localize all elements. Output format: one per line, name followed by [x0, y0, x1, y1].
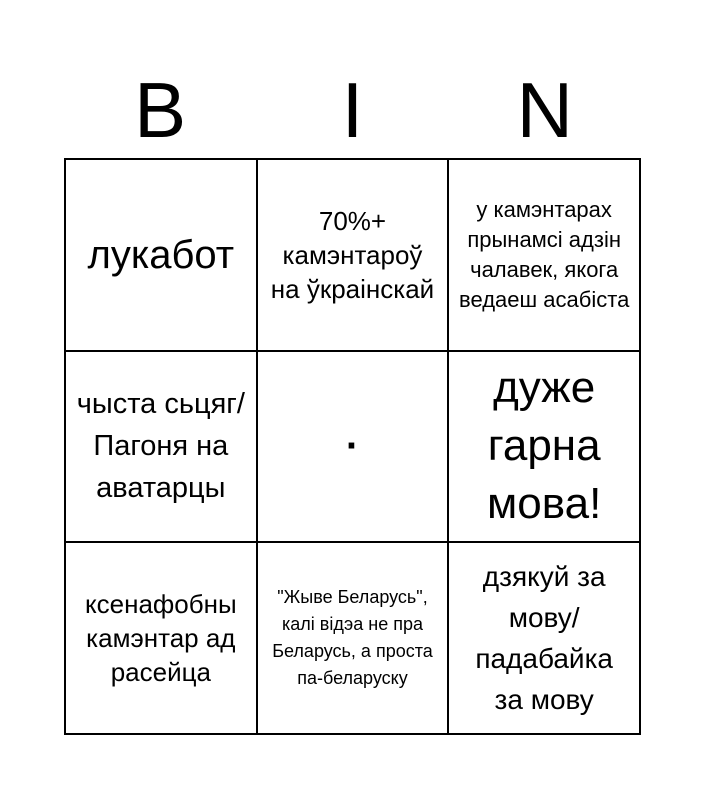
- bingo-board: [64, 158, 641, 735]
- bingo-cell-text: у камэнтарах прынамсі адзін чалавек, якога ведаеш асабіста: [459, 196, 630, 312]
- bingo-cell-text: "Жыве Беларусь", калі відэа не пра Беларусь, а проста па-беларуску: [272, 587, 433, 689]
- bingo-cell-text: ·: [345, 424, 360, 469]
- header-letter-i: I: [341, 66, 364, 154]
- bingo-cell-text: дзякуй за мову/ падабайка за мову: [475, 561, 614, 716]
- bingo-cell-9[interactable]: [449, 543, 641, 735]
- bingo-cell-4[interactable]: [66, 352, 258, 544]
- bingo-cell-2[interactable]: [258, 160, 450, 352]
- bingo-cell-8[interactable]: [258, 543, 450, 735]
- bingo-header: [64, 60, 641, 160]
- bingo-cell-7[interactable]: [66, 543, 258, 735]
- bingo-cell-text: дуже гарна мова!: [487, 363, 602, 529]
- bingo-cell-3[interactable]: [449, 160, 641, 352]
- bingo-cell-1[interactable]: [66, 160, 258, 352]
- header-letter-b: B: [134, 66, 187, 154]
- bingo-cell-text: лукабот: [87, 232, 235, 277]
- header-letter-n: N: [516, 66, 573, 154]
- bingo-cell-text: 70%+ камэнтароў на ўкраінскай: [270, 205, 435, 304]
- bingo-cell-free[interactable]: [258, 352, 450, 544]
- bingo-cell-text: ксенафобны камэнтар ад расейца: [84, 589, 237, 688]
- bingo-cell-text: чыста сьцяг/ Пагоня на аватарцы: [76, 388, 245, 505]
- bingo-cell-6[interactable]: [449, 352, 641, 544]
